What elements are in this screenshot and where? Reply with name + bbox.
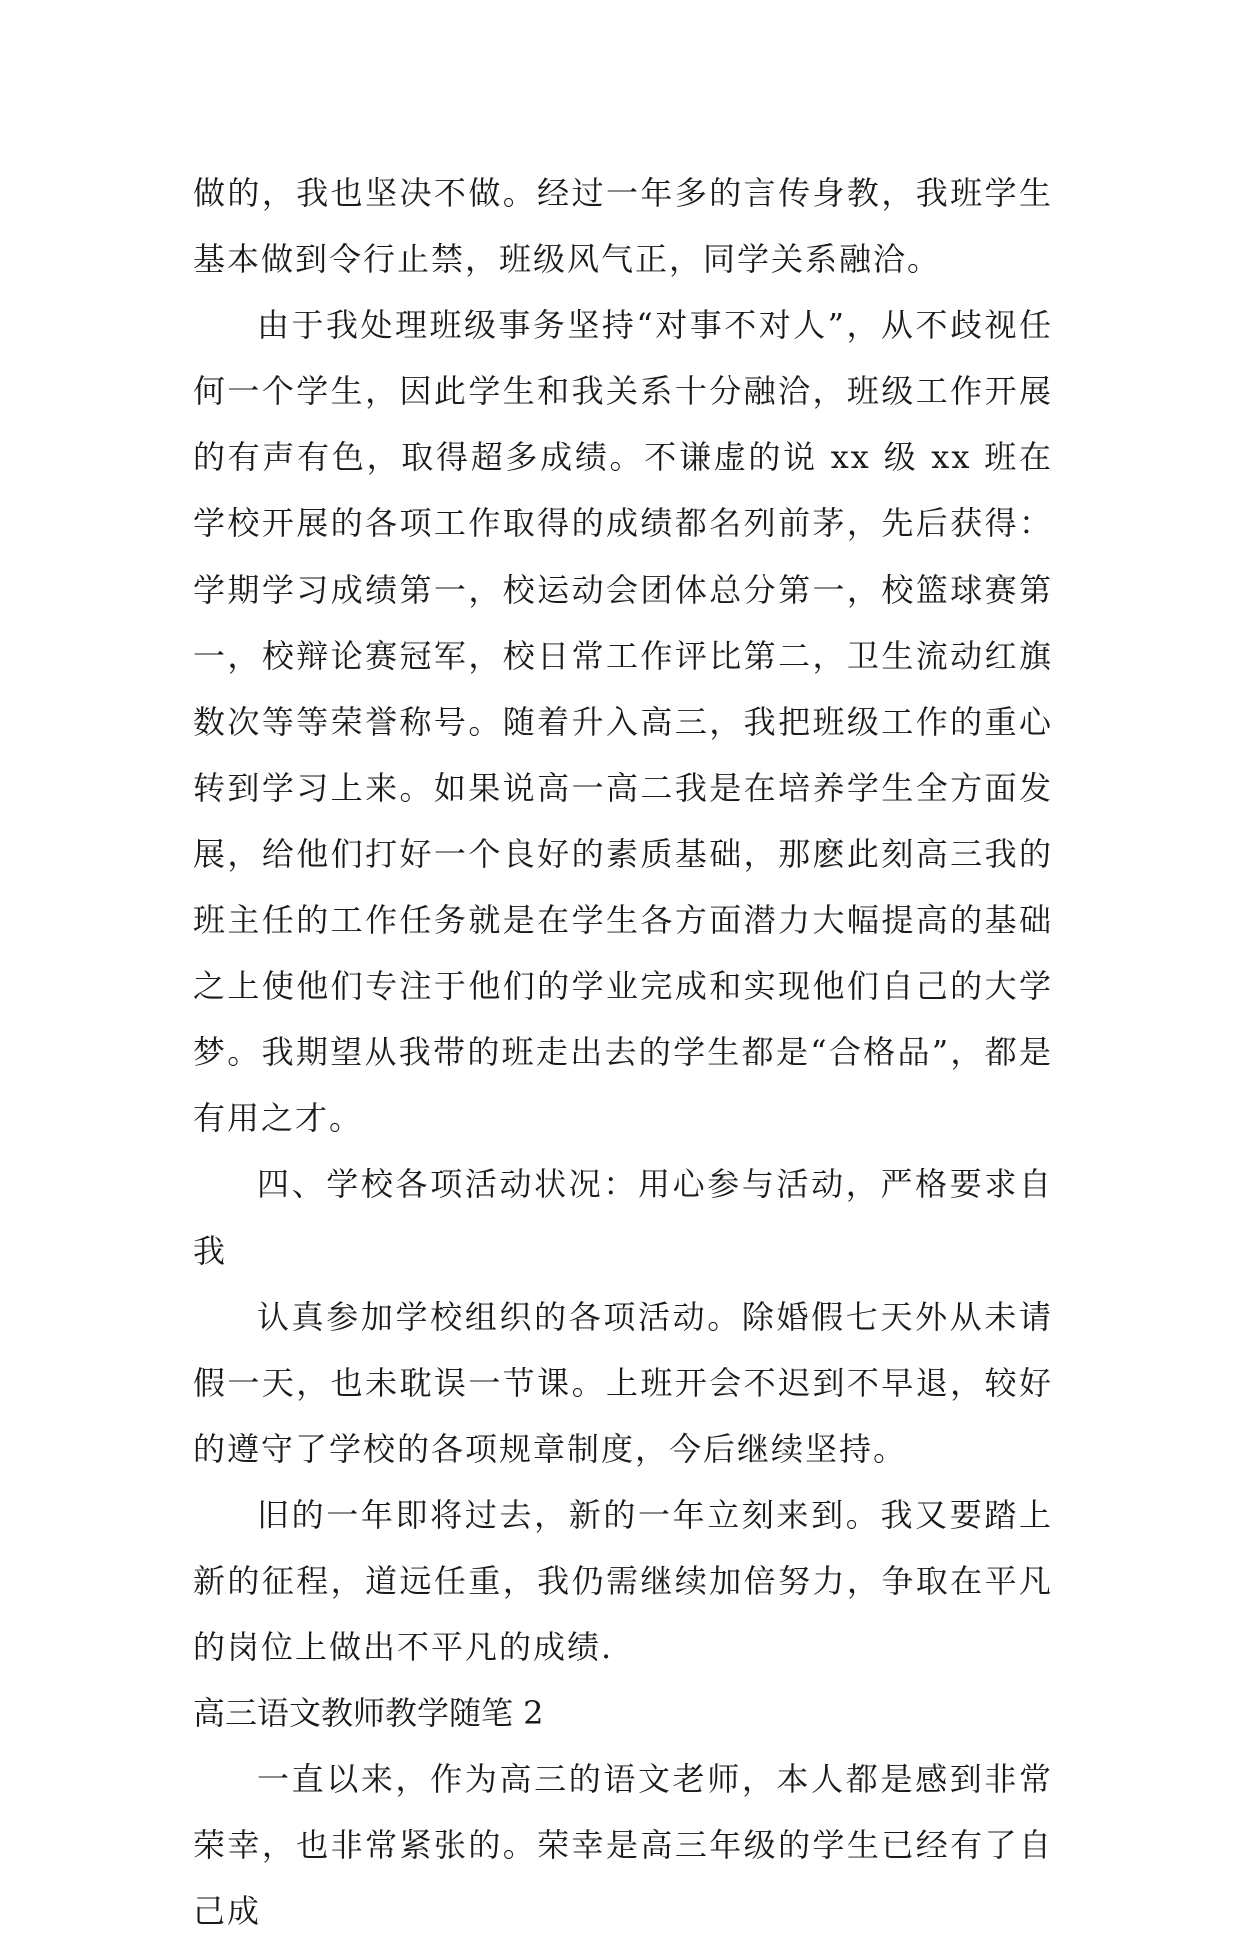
paragraph-activities: 认真参加学校组织的各项活动。除婚假七天外从未请假一天，也未耽误一节课。上班开会不迟到不早退，较好的遵守了学校的各项规章制度，今后继续坚持。 bbox=[193, 1297, 1053, 1468]
section-heading-activities: 四、学校各项活动状况：用心参与活动，严格要求自我 bbox=[193, 1165, 1053, 1270]
document-body bbox=[193, 160, 1053, 1945]
paragraph-continuation: 做的，我也坚决不做。经过一年多的言传身教，我班学生基本做到令行止禁，班级风气正，同学关系融洽。 bbox=[193, 174, 1053, 279]
article-title: 高三语文教师教学随笔 2 bbox=[193, 1694, 544, 1733]
paragraph-class-management: 由于我处理班级事务坚持“对事不对人”，从不歧视任何一个学生，因此学生和我关系十分融洽，班级工作开展的有声有色，取得超多成绩。不谦虚的说 xx 级 xx 班在学校开展的各项工作取得的成绩都名列前茅，先后获得：学期学习成绩第一，校运动会团体总分第一，校篮球赛第一，校辩论赛冠军，校日常工作评比第二，卫生流动红旗数次等等荣誉称号。随着升入高三，我把班级工作的重心转到学习上来。如果说高一高二我是在培养学生全方面发展，给他们打好一个良好的素质基础，那麽此刻高三我的班主任的工作任务就是在学生各方面潜力大幅提高的基础之上使他们专注于他们的学业完成和实现他们自己的大学梦。我期望从我带的班走出去的学生都是“合格品”，都是有用之才。 bbox=[193, 306, 1053, 1138]
paragraph-intro: 一直以来，作为高三的语文老师，本人都是感到非常荣幸，也非常紧张的。荣幸是高三年级的学生已经有了自己成 bbox=[193, 1760, 1053, 1931]
paragraph-conclusion: 旧的一年即将过去，新的一年立刻来到。我又要踏上新的征程，道远任重，我仍需继续加倍努力，争取在平凡的岗位上做出不平凡的成绩. bbox=[193, 1495, 1053, 1667]
